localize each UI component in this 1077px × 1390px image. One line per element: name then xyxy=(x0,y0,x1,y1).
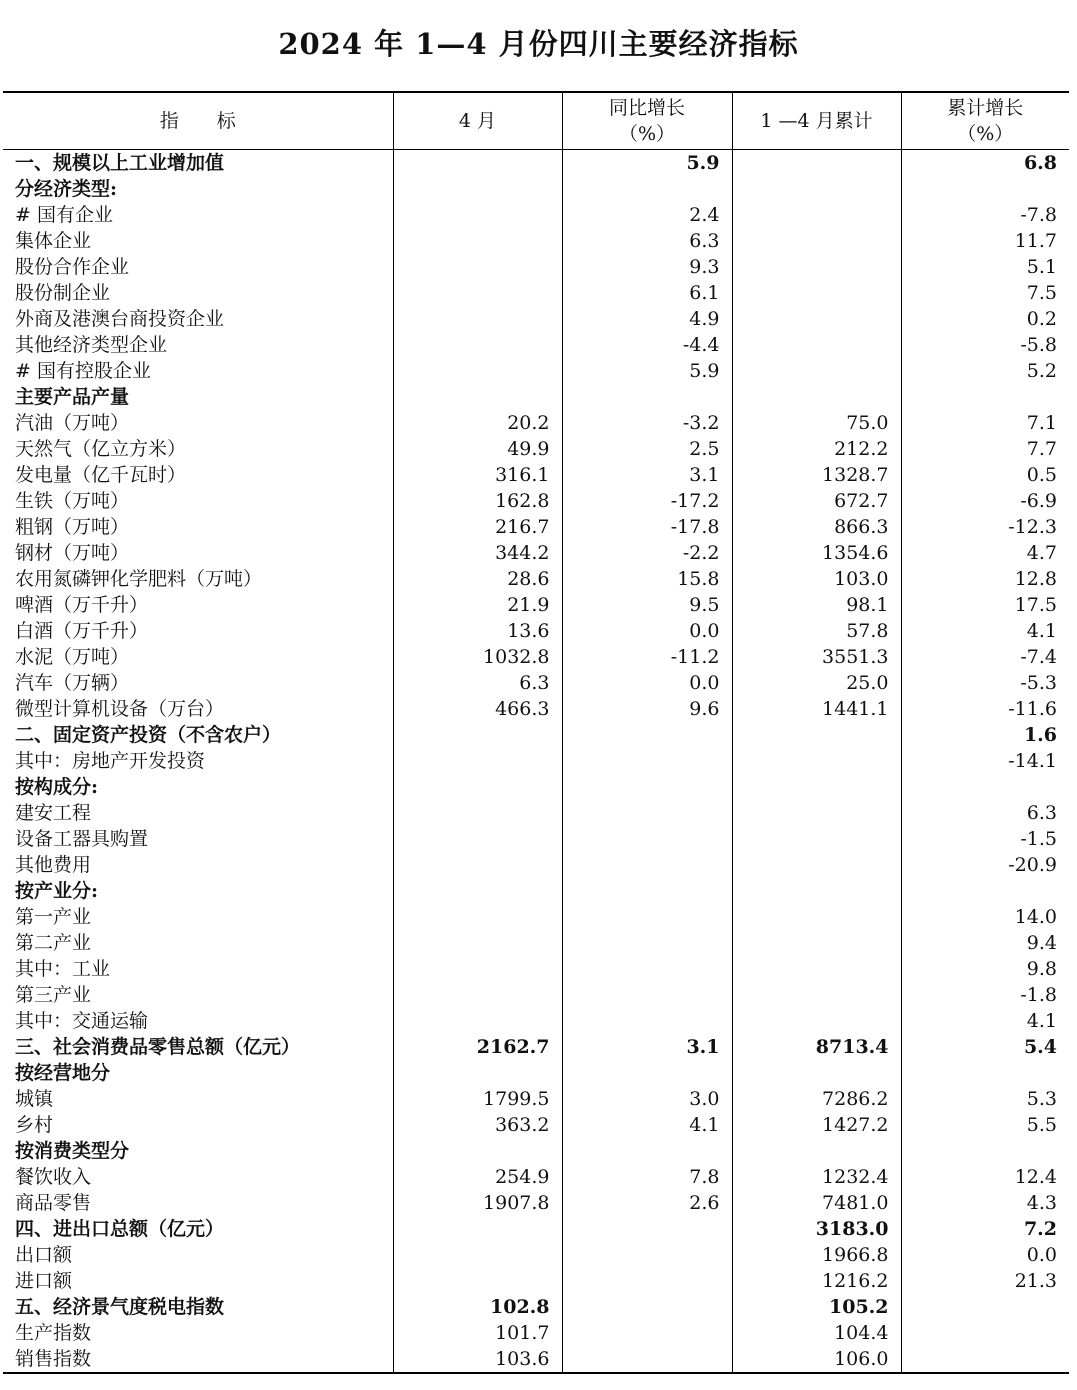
table-row xyxy=(3,436,1069,462)
table-row xyxy=(3,254,1069,280)
cell-yoy xyxy=(562,1242,732,1268)
cell-april: 13.6 xyxy=(393,618,562,644)
cell-cum-growth: 9.8 xyxy=(901,956,1069,982)
cell-april: 103.6 xyxy=(393,1346,562,1373)
cell-yoy: 6.3 xyxy=(562,228,732,254)
page-title: 2024 年 1—4 月份四川主要经济指标 xyxy=(278,27,799,61)
cell-cum-growth xyxy=(901,176,1069,202)
cell-cumulative: 1328.7 xyxy=(732,462,901,488)
cell-cumulative xyxy=(732,176,901,202)
cell-cum-growth: 5.2 xyxy=(901,358,1069,384)
cell-cumulative xyxy=(732,1008,901,1034)
cell-cum-growth: 7.5 xyxy=(901,280,1069,306)
cell-april xyxy=(393,748,562,774)
cell-cumulative: 672.7 xyxy=(732,488,901,514)
cell-label: 天然气（亿立方米） xyxy=(3,436,393,462)
cell-label: 汽油（万吨） xyxy=(3,410,393,436)
cell-label: 发电量（亿千瓦时） xyxy=(3,462,393,488)
cell-april xyxy=(393,358,562,384)
cell-cum-growth: 5.3 xyxy=(901,1086,1069,1112)
table-row xyxy=(3,696,1069,722)
cell-label: 按消费类型分 xyxy=(3,1138,393,1164)
table-row xyxy=(3,384,1069,410)
cell-label: 一、规模以上工业增加值 xyxy=(3,150,393,177)
cell-cum-growth: -1.8 xyxy=(901,982,1069,1008)
cell-cumulative xyxy=(732,358,901,384)
cell-label: 钢材（万吨） xyxy=(3,540,393,566)
cell-label: 按构成分: xyxy=(3,774,393,800)
header-yoy-line1: 同比增长 xyxy=(608,97,685,119)
cell-label: 设备工器具购置 xyxy=(3,826,393,852)
cell-april xyxy=(393,228,562,254)
cell-april: 344.2 xyxy=(393,540,562,566)
table-row xyxy=(3,202,1069,228)
cell-april: 466.3 xyxy=(393,696,562,722)
cell-cumulative: 98.1 xyxy=(732,592,901,618)
cell-yoy: 5.9 xyxy=(562,358,732,384)
cell-cumulative xyxy=(732,800,901,826)
header-cum-growth-line2: （%） xyxy=(957,123,1014,145)
cell-yoy: 5.9 xyxy=(562,150,732,177)
table-row xyxy=(3,904,1069,930)
cell-april: 162.8 xyxy=(393,488,562,514)
cell-april: 6.3 xyxy=(393,670,562,696)
cell-cum-growth: -1.5 xyxy=(901,826,1069,852)
cell-april xyxy=(393,956,562,982)
table-row xyxy=(3,1268,1069,1294)
header-cumulative: 1 —4 月累计 xyxy=(732,92,901,150)
cell-april xyxy=(393,254,562,280)
header-cum-growth xyxy=(901,92,1069,150)
cell-label: 餐饮收入 xyxy=(3,1164,393,1190)
cell-label: 城镇 xyxy=(3,1086,393,1112)
cell-yoy xyxy=(562,774,732,800)
header-yoy xyxy=(562,92,732,150)
cell-label: 乡村 xyxy=(3,1112,393,1138)
cell-april: 363.2 xyxy=(393,1112,562,1138)
cell-cumulative: 1354.6 xyxy=(732,540,901,566)
cell-april xyxy=(393,176,562,202)
cell-yoy: 2.4 xyxy=(562,202,732,228)
table-row xyxy=(3,1190,1069,1216)
table-row xyxy=(3,878,1069,904)
cell-label: 分经济类型: xyxy=(3,176,393,202)
cell-yoy: 4.1 xyxy=(562,1112,732,1138)
cell-cumulative xyxy=(732,904,901,930)
cell-yoy: 9.5 xyxy=(562,592,732,618)
cell-april: 102.8 xyxy=(393,1294,562,1320)
cell-yoy: 9.3 xyxy=(562,254,732,280)
cell-april xyxy=(393,306,562,332)
cell-cumulative: 3183.0 xyxy=(732,1216,901,1242)
table-row xyxy=(3,852,1069,878)
table-row xyxy=(3,1294,1069,1320)
cell-label: 三、社会消费品零售总额（亿元） xyxy=(3,1034,393,1060)
cell-april xyxy=(393,1060,562,1086)
cell-yoy xyxy=(562,1268,732,1294)
cell-cum-growth: 21.3 xyxy=(901,1268,1069,1294)
cell-yoy: 7.8 xyxy=(562,1164,732,1190)
cell-yoy xyxy=(562,748,732,774)
cell-cum-growth: 7.7 xyxy=(901,436,1069,462)
cell-cumulative xyxy=(732,228,901,254)
cell-cumulative: 8713.4 xyxy=(732,1034,901,1060)
cell-april: 1799.5 xyxy=(393,1086,562,1112)
cell-april xyxy=(393,774,562,800)
cell-april xyxy=(393,1268,562,1294)
cell-april: 101.7 xyxy=(393,1320,562,1346)
cell-cumulative: 75.0 xyxy=(732,410,901,436)
cell-yoy xyxy=(562,1346,732,1373)
cell-april xyxy=(393,930,562,956)
cell-label: 主要产品产量 xyxy=(3,384,393,410)
cell-cumulative: 212.2 xyxy=(732,436,901,462)
cell-yoy: 0.0 xyxy=(562,618,732,644)
table-row xyxy=(3,1320,1069,1346)
table-row xyxy=(3,228,1069,254)
cell-april xyxy=(393,1138,562,1164)
cell-yoy: 3.1 xyxy=(562,1034,732,1060)
cell-yoy xyxy=(562,852,732,878)
cell-label: 四、进出口总额（亿元） xyxy=(3,1216,393,1242)
cell-label: 商品零售 xyxy=(3,1190,393,1216)
cell-april xyxy=(393,878,562,904)
cell-cumulative xyxy=(732,826,901,852)
cell-label: 五、经济景气度税电指数 xyxy=(3,1294,393,1320)
cell-cum-growth: 6.3 xyxy=(901,800,1069,826)
cell-cum-growth: 0.5 xyxy=(901,462,1069,488)
cell-cum-growth: 1.6 xyxy=(901,722,1069,748)
cell-yoy: -2.2 xyxy=(562,540,732,566)
cell-cum-growth: 12.4 xyxy=(901,1164,1069,1190)
cell-yoy xyxy=(562,1320,732,1346)
cell-cum-growth xyxy=(901,1138,1069,1164)
cell-yoy: 2.5 xyxy=(562,436,732,462)
cell-april xyxy=(393,982,562,1008)
cell-label: 白酒（万千升） xyxy=(3,618,393,644)
cell-yoy xyxy=(562,904,732,930)
cell-label: 其中：工业 xyxy=(3,956,393,982)
cell-label: 第一产业 xyxy=(3,904,393,930)
cell-cumulative: 1216.2 xyxy=(732,1268,901,1294)
cell-cum-growth: 9.4 xyxy=(901,930,1069,956)
cell-cum-growth: 17.5 xyxy=(901,592,1069,618)
cell-cum-growth: 4.7 xyxy=(901,540,1069,566)
cell-cumulative: 1441.1 xyxy=(732,696,901,722)
cell-label: 其他经济类型企业 xyxy=(3,332,393,358)
cell-cum-growth: 12.8 xyxy=(901,566,1069,592)
cell-cum-growth xyxy=(901,774,1069,800)
cell-cum-growth: 5.4 xyxy=(901,1034,1069,1060)
cell-cum-growth: 6.8 xyxy=(901,150,1069,177)
indicator-table xyxy=(3,91,1069,1374)
table-row xyxy=(3,930,1069,956)
cell-cum-growth xyxy=(901,1346,1069,1373)
cell-yoy: 6.1 xyxy=(562,280,732,306)
cell-yoy xyxy=(562,800,732,826)
table-row xyxy=(3,1242,1069,1268)
cell-label: 生铁（万吨） xyxy=(3,488,393,514)
cell-cumulative: 106.0 xyxy=(732,1346,901,1373)
table-row xyxy=(3,1060,1069,1086)
table-row xyxy=(3,774,1069,800)
table-row xyxy=(3,488,1069,514)
table-row xyxy=(3,982,1069,1008)
cell-yoy: 15.8 xyxy=(562,566,732,592)
cell-april xyxy=(393,280,562,306)
cell-label: 其他费用 xyxy=(3,852,393,878)
cell-april xyxy=(393,1008,562,1034)
cell-yoy xyxy=(562,1008,732,1034)
cell-cumulative xyxy=(732,332,901,358)
cell-yoy: 9.6 xyxy=(562,696,732,722)
cell-cumulative: 7481.0 xyxy=(732,1190,901,1216)
cell-cumulative xyxy=(732,956,901,982)
cell-cumulative xyxy=(732,280,901,306)
cell-cum-growth: -5.8 xyxy=(901,332,1069,358)
cell-cum-growth xyxy=(901,384,1069,410)
cell-label: 进口额 xyxy=(3,1268,393,1294)
cell-cum-growth: 0.2 xyxy=(901,306,1069,332)
table-row xyxy=(3,748,1069,774)
cell-cum-growth: 4.3 xyxy=(901,1190,1069,1216)
cell-yoy xyxy=(562,176,732,202)
table-row xyxy=(3,514,1069,540)
cell-cumulative xyxy=(732,202,901,228)
cell-label: 按经营地分 xyxy=(3,1060,393,1086)
table-row xyxy=(3,1034,1069,1060)
cell-cumulative: 103.0 xyxy=(732,566,901,592)
cell-yoy xyxy=(562,1060,732,1086)
cell-april xyxy=(393,1242,562,1268)
table-row xyxy=(3,670,1069,696)
cell-cum-growth: 5.5 xyxy=(901,1112,1069,1138)
cell-cum-growth: -20.9 xyxy=(901,852,1069,878)
cell-label: 生产指数 xyxy=(3,1320,393,1346)
table-row xyxy=(3,150,1069,177)
cell-april: 2162.7 xyxy=(393,1034,562,1060)
cell-label: 其中：交通运输 xyxy=(3,1008,393,1034)
cell-cumulative xyxy=(732,722,901,748)
table-body xyxy=(3,150,1069,1374)
table-row xyxy=(3,800,1069,826)
header-april: 4 月 xyxy=(393,92,562,150)
table-header-row xyxy=(3,92,1069,150)
cell-april xyxy=(393,1216,562,1242)
cell-april: 316.1 xyxy=(393,462,562,488)
table-row xyxy=(3,1216,1069,1242)
cell-label: 微型计算机设备（万台） xyxy=(3,696,393,722)
cell-label: 股份合作企业 xyxy=(3,254,393,280)
cell-cum-growth: 0.0 xyxy=(901,1242,1069,1268)
cell-cum-growth xyxy=(901,1060,1069,1086)
cell-yoy: -17.8 xyxy=(562,514,732,540)
table-row xyxy=(3,1164,1069,1190)
cell-april xyxy=(393,904,562,930)
table-row xyxy=(3,956,1069,982)
cell-yoy xyxy=(562,878,732,904)
table-row xyxy=(3,592,1069,618)
cell-label: 出口额 xyxy=(3,1242,393,1268)
cell-label: 外商及港澳台商投资企业 xyxy=(3,306,393,332)
cell-label: 第二产业 xyxy=(3,930,393,956)
cell-label: 汽车（万辆） xyxy=(3,670,393,696)
cell-cumulative: 25.0 xyxy=(732,670,901,696)
cell-cumulative: 3551.3 xyxy=(732,644,901,670)
cell-cumulative xyxy=(732,982,901,1008)
cell-april xyxy=(393,722,562,748)
cell-cum-growth: 4.1 xyxy=(901,618,1069,644)
cell-cum-growth: -7.8 xyxy=(901,202,1069,228)
cell-label: 水泥（万吨） xyxy=(3,644,393,670)
cell-yoy: 2.6 xyxy=(562,1190,732,1216)
cell-cumulative: 57.8 xyxy=(732,618,901,644)
cell-april xyxy=(393,800,562,826)
cell-yoy xyxy=(562,384,732,410)
cell-cumulative xyxy=(732,1138,901,1164)
cell-cum-growth: -6.9 xyxy=(901,488,1069,514)
cell-label: 粗钢（万吨） xyxy=(3,514,393,540)
cell-yoy xyxy=(562,956,732,982)
cell-label: # 国有控股企业 xyxy=(3,358,393,384)
cell-yoy xyxy=(562,982,732,1008)
table-row xyxy=(3,540,1069,566)
cell-cum-growth: -5.3 xyxy=(901,670,1069,696)
cell-cumulative xyxy=(732,1060,901,1086)
cell-cum-growth: -14.1 xyxy=(901,748,1069,774)
header-yoy-line2: （%） xyxy=(618,123,676,145)
cell-cum-growth: -11.6 xyxy=(901,696,1069,722)
cell-cumulative: 7286.2 xyxy=(732,1086,901,1112)
cell-cumulative xyxy=(732,774,901,800)
cell-april xyxy=(393,202,562,228)
table-row xyxy=(3,280,1069,306)
cell-april: 216.7 xyxy=(393,514,562,540)
cell-april xyxy=(393,826,562,852)
cell-cumulative xyxy=(732,306,901,332)
cell-cumulative xyxy=(732,384,901,410)
cell-cum-growth: 5.1 xyxy=(901,254,1069,280)
cell-yoy: 3.0 xyxy=(562,1086,732,1112)
table-row xyxy=(3,826,1069,852)
cell-cumulative: 1232.4 xyxy=(732,1164,901,1190)
cell-yoy xyxy=(562,826,732,852)
cell-yoy xyxy=(562,1138,732,1164)
cell-cum-growth: -7.4 xyxy=(901,644,1069,670)
cell-cum-growth xyxy=(901,1320,1069,1346)
cell-april xyxy=(393,384,562,410)
cell-cumulative xyxy=(732,150,901,177)
cell-april: 20.2 xyxy=(393,410,562,436)
cell-cum-growth: 7.2 xyxy=(901,1216,1069,1242)
cell-april xyxy=(393,150,562,177)
table-row xyxy=(3,332,1069,358)
cell-label: # 国有企业 xyxy=(3,202,393,228)
cell-label: 二、固定资产投资（不含农户） xyxy=(3,722,393,748)
table-row xyxy=(3,176,1069,202)
cell-label: 销售指数 xyxy=(3,1346,393,1373)
table-row xyxy=(3,1086,1069,1112)
cell-cum-growth xyxy=(901,1294,1069,1320)
table-row xyxy=(3,566,1069,592)
cell-cum-growth xyxy=(901,878,1069,904)
cell-yoy xyxy=(562,722,732,748)
table-row xyxy=(3,306,1069,332)
cell-april: 1032.8 xyxy=(393,644,562,670)
cell-april: 254.9 xyxy=(393,1164,562,1190)
table-row xyxy=(3,410,1069,436)
cell-cumulative xyxy=(732,878,901,904)
cell-cum-growth: 7.1 xyxy=(901,410,1069,436)
table-row xyxy=(3,722,1069,748)
cell-april: 1907.8 xyxy=(393,1190,562,1216)
cell-label: 啤酒（万千升） xyxy=(3,592,393,618)
cell-label: 股份制企业 xyxy=(3,280,393,306)
cell-april: 21.9 xyxy=(393,592,562,618)
cell-yoy xyxy=(562,1294,732,1320)
cell-yoy xyxy=(562,930,732,956)
cell-april: 28.6 xyxy=(393,566,562,592)
cell-yoy: 3.1 xyxy=(562,462,732,488)
cell-april xyxy=(393,332,562,358)
header-indicator: 指 标 xyxy=(3,92,393,150)
cell-yoy: -3.2 xyxy=(562,410,732,436)
table-row xyxy=(3,618,1069,644)
table-row xyxy=(3,1112,1069,1138)
cell-yoy: 4.9 xyxy=(562,306,732,332)
cell-april: 49.9 xyxy=(393,436,562,462)
cell-cumulative xyxy=(732,852,901,878)
cell-label: 其中：房地产开发投资 xyxy=(3,748,393,774)
cell-cum-growth: 4.1 xyxy=(901,1008,1069,1034)
header-cum-growth-line1: 累计增长 xyxy=(947,97,1024,119)
cell-cumulative xyxy=(732,930,901,956)
cell-yoy xyxy=(562,1216,732,1242)
cell-cum-growth: 11.7 xyxy=(901,228,1069,254)
table-row xyxy=(3,1346,1069,1373)
table-row xyxy=(3,1138,1069,1164)
cell-label: 集体企业 xyxy=(3,228,393,254)
cell-label: 按产业分: xyxy=(3,878,393,904)
cell-cum-growth: 14.0 xyxy=(901,904,1069,930)
table-row xyxy=(3,462,1069,488)
cell-cumulative: 1427.2 xyxy=(732,1112,901,1138)
cell-yoy: 0.0 xyxy=(562,670,732,696)
cell-yoy: -4.4 xyxy=(562,332,732,358)
cell-cumulative xyxy=(732,748,901,774)
cell-cumulative: 1966.8 xyxy=(732,1242,901,1268)
cell-cumulative: 104.4 xyxy=(732,1320,901,1346)
cell-label: 农用氮磷钾化学肥料（万吨） xyxy=(3,566,393,592)
table-row xyxy=(3,358,1069,384)
cell-cumulative xyxy=(732,254,901,280)
cell-yoy: -11.2 xyxy=(562,644,732,670)
cell-cum-growth: -12.3 xyxy=(901,514,1069,540)
cell-cumulative: 866.3 xyxy=(732,514,901,540)
cell-cumulative: 105.2 xyxy=(732,1294,901,1320)
cell-april xyxy=(393,852,562,878)
cell-label: 建安工程 xyxy=(3,800,393,826)
table-row xyxy=(3,644,1069,670)
cell-label: 第三产业 xyxy=(3,982,393,1008)
table-row xyxy=(3,1008,1069,1034)
cell-yoy: -17.2 xyxy=(562,488,732,514)
